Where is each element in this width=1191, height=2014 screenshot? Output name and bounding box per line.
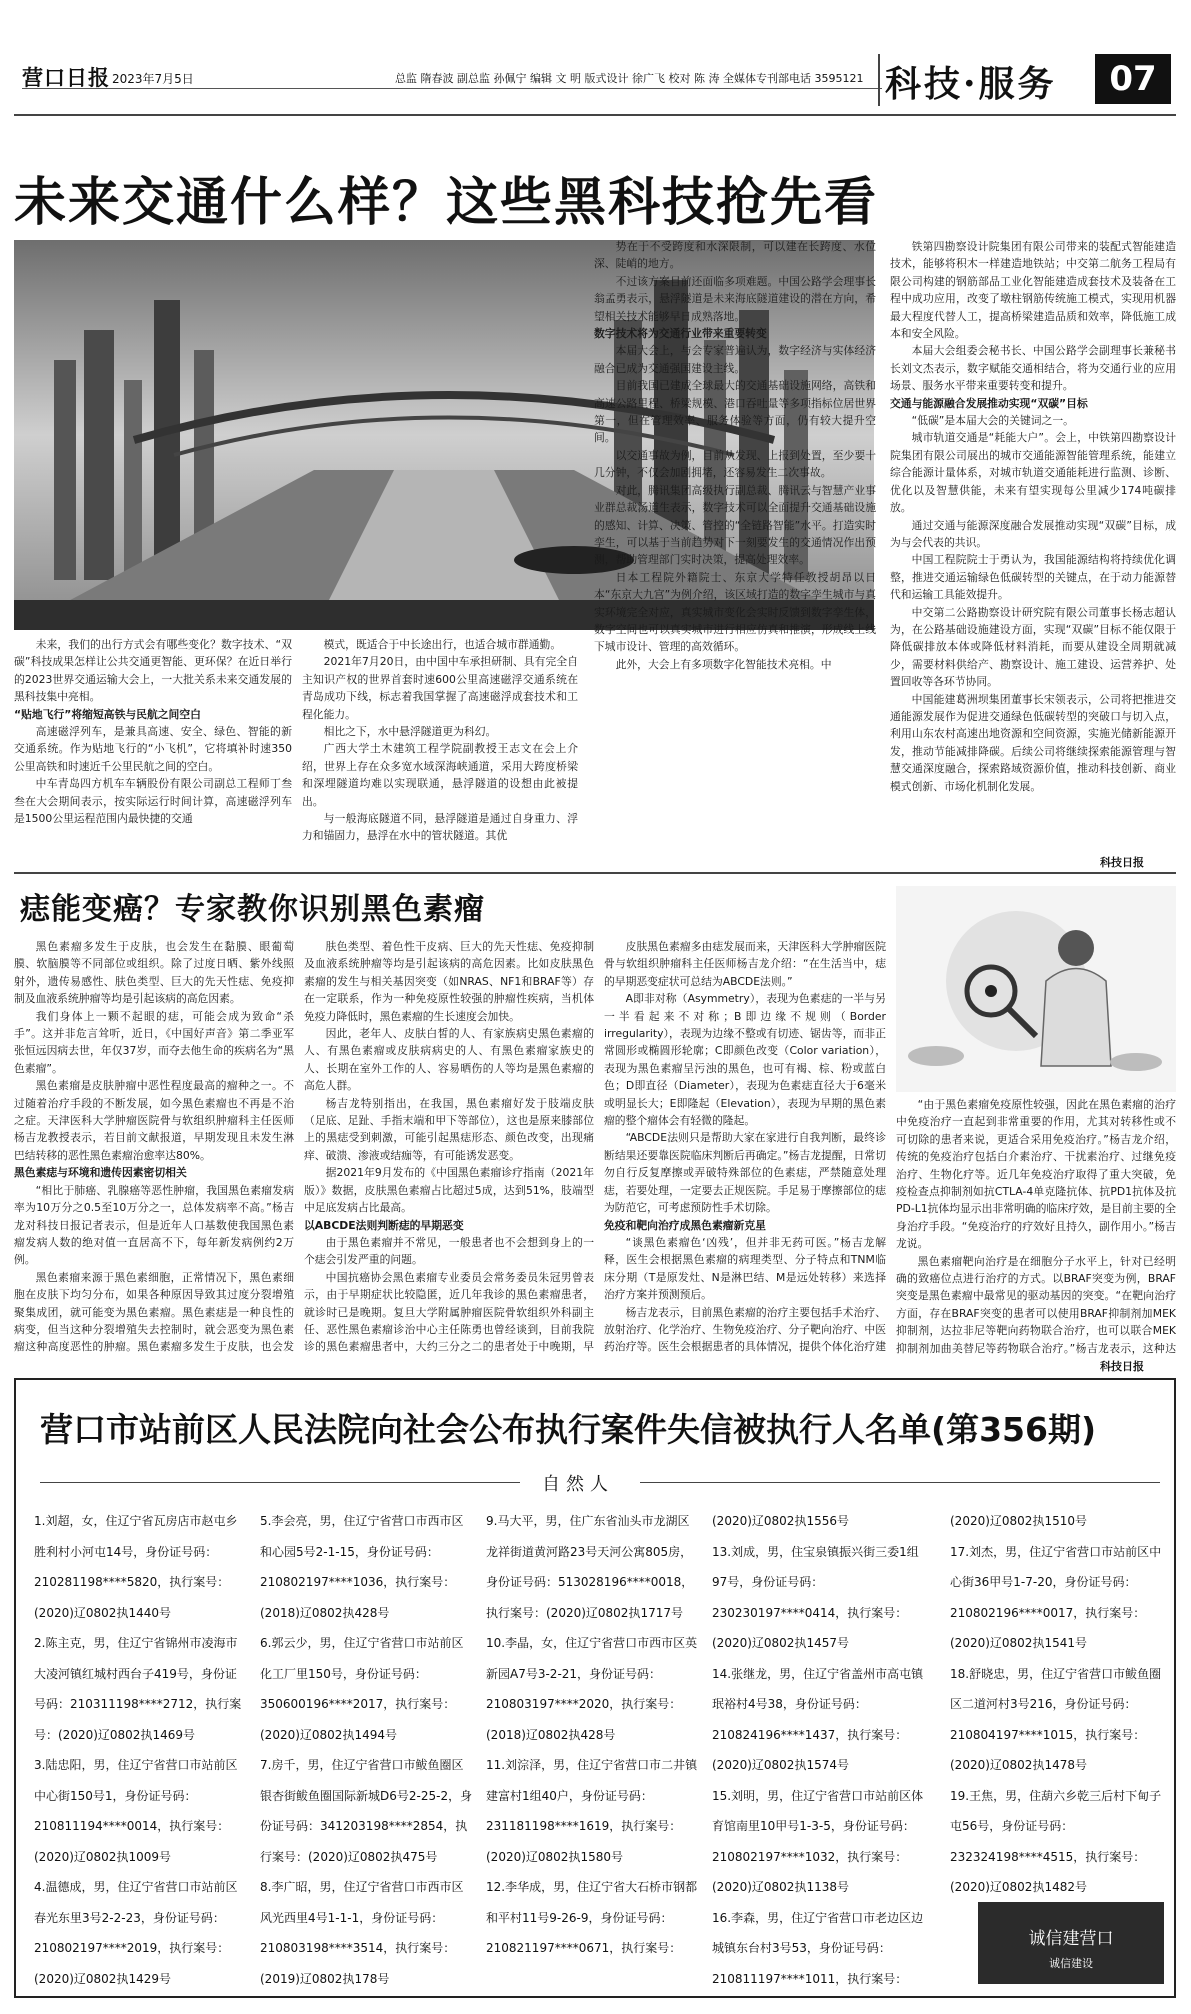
debtor-list-column-3 [486,1506,700,1990]
subheading: 黑色素痣与环境和遗传因素密切相关 [14,1166,187,1180]
debtor-list-column-4 [712,1506,926,1990]
paragraph: 势在于不受跨度和水深限制，可以建在长跨度、水位深、陡峭的地方。 [594,240,876,271]
category-label: 自然人 [542,1474,614,1495]
article1-column-2 [302,636,578,850]
paragraph: 中国工程院院士于勇认为，我国能源结构将持续优化调整，推进交通运输绿色低碳转型的关键点，在于动力能源替代和运输工具能效提升。 [890,553,1176,602]
header-rule [14,114,1176,116]
list-item: 13.刘成，男，住宝泉镇振兴街三委1组97号，身份证号码：230230197****0414，执行案号：(2020)辽0802执1457号 [712,1544,919,1650]
paragraph: “低碳”是本届大会的关键词之一。 [911,414,1074,428]
band-line-left [40,1482,520,1483]
paragraph: 肤色类型、着色性干皮病、巨大的先天性痣、免疫抑制及血液系统肿瘤等均是引起该病的高危因素。比如皮肤黑色素瘤的发生与相关基因突变（如NRAS、NF1和BRAF等）存在一定联系，作为一种免疫原性较强的肿瘤性疾病，当机体免疫力降低时，黑色素瘤的生长速度会加快。 [304,940,594,1023]
list-item: 15.刘明，男，住辽宁省营口市站前区体育馆南里10甲号1-3-5，身份证号码：210802197****1032，执行案号：(2020)辽0802执1138号 [712,1788,924,1894]
article1-headline: 未来交通什么样？这些黑科技抢先看 [14,173,879,233]
paragraph: 皮肤黑色素瘤多由痣发展而来，天津医科大学肿瘤医院骨与软组织肿瘤科主任医师杨吉龙介绍：“在生活当中，痣的早期恶变症状可总结为ABCDE法则。” [604,940,886,988]
paragraph: A即非对称（Asymmetry），表现为色素痣的一半与另一半看起来不对称；B即边缘不规则（Border irregularity），表现为边缘不整或有切迹、锯齿等，而非正常圆形或椭圆形轮廓；C即颜色改变（Color variation），表现为黑色素瘤呈污浊的黑色，也可有褐、棕、粉或蓝白色；D即直径（Diameter），表现为色素痣直径大于6毫米或明显长大；E即隆起（Elevation），表现为早期的黑色素瘤的整个瘤体会有轻微的隆起。 [604,992,886,1128]
list-item: 11.刘淙泽，男，住辽宁省营口市二井镇建富村1组40户，身份证号码：231181198****1619，执行案号：(2020)辽0802执1580号 [486,1758,698,1864]
paragraph: 此外，大会上有多项数字化智能技术亮相。中 [615,657,832,671]
paragraph: 黑色素瘤是皮肤肿瘤中恶性程度最高的瘤种之一。不过随着治疗手段的不断发展，如今黑色素瘤也不再是不治之症。天津医科大学肿瘤医院骨与软组织肿瘤科主任医师杨吉龙教授表示，若目前文献报道，早期发现且未发生淋巴结转移的恶性黑色素瘤治愈率达80%。 [14,1079,294,1162]
paragraph: 本届大会组委会秘书长、中国公路学会副理事长兼秘书长刘文杰表示，数字赋能交通相结合，将为交通行业的应用场景、服务水平带来重要转变和提升。 [890,344,1176,393]
article2-column-2 [304,938,594,1358]
band-line-right [640,1482,1160,1483]
page-number: 07 [1095,54,1171,104]
list-item: 19.王焦，男，住葫六乡乾三后村下甸子屯56号，身份证号码：232324198****4515，执行案号：(2020)辽0802执1482号 [950,1788,1162,1894]
paragraph: 与一般海底隧道不同，悬浮隧道是通过自身重力、浮力和锚固力，悬浮在水中的管状隧道。其优 [302,812,578,843]
paragraph: 本届大会上，与会专家普遍认为，数字经济与实体经济融合已成为交通强国建设主线。 [594,344,876,375]
list-item: 2.陈主克，男，住辽宁省锦州市凌海市大凌河镇红城村西台子419号，身份证号码：210311198****2712，执行案号：(2020)辽0802执1469号 [34,1636,242,1742]
newspaper-logo: 营口日报 [22,65,110,90]
paragraph: 中国能建葛洲坝集团董事长宋领表示，公司将把推进交通能源发展作为促进交通绿色低碳转型的突破口与切入点，利用山东农村高速出地资源和空间资源，实施光储新能源开发，推动节能减排降碳。后续公司将继续探索能源管理与智慧交通深度融合，探索路域资源价值，推动科技创新、商业模式创新、市场化机制化发展。 [890,692,1176,793]
paragraph: 对此，腾讯集团高级执行副总裁、腾讯云与智慧产业事业群总裁汤道生表示，数字技术可以全面提升交通基础设施的感知、计算、决策、管控的“全链路智能”水平。打造实时孪生，可以基于当前趋势对下一刻要发生的交通情况作出预测，帮助管理部门实时决策，提高处理效率。 [594,483,876,567]
paragraph: 模式，既适合于中长途出行，也适合城市群通勤。 [323,638,562,651]
debtor-list-column-1 [34,1506,248,1990]
article1-column-3 [594,238,876,850]
subheading: 数字技术将为交通行业带来重要转变 [594,327,767,341]
debtor-list-column-2 [260,1506,474,1990]
list-item: 7.房千，男，住辽宁省营口市鲅鱼圈区银杏街鲅鱼圈国际新城D6号2-25-2，身份证号码：341203198****2854，执行案号：(2020)辽0802执475号 [260,1758,473,1864]
paragraph: 以交通事故为例，目前从发现、上报到处置，至少要十几分钟，不仅会加剧拥堵，还容易发生二次事故。 [594,448,876,480]
paragraph: 日本工程院外籍院士、东京大学特任教授胡昂以日本“东京大九宫”为例介绍，该区域打造的数字孪生城市与真实环境完全对应，真实城市变化会实时反馈到数字孪生体，数字空间也可以真实城市进行相应仿真和推演，形成线上线下城市设计、管理的高效循环。 [594,570,876,654]
paragraph: “ABCDE法则只是帮助大家在家进行自我判断，最终诊断结果还要靠医院临床判断后再确定。”杨吉龙提醒，日常切勿自行反复摩擦或弄破特殊部位的色素痣，严禁随意处理痣，若要处理，一定要去正规医院。手足易于摩擦部位的痣为防范它，可考虑预防性手术切除。 [604,1131,886,1215]
list-item: 1.刘超，女，住辽宁省瓦房店市赵屯乡胜利村小河屯14号，身份证号码：210281198****5820，执行案号：(2020)辽0802执1440号 [34,1514,238,1620]
paragraph: 2021年7月20日，由中国中车承担研制、具有完全自主知识产权的世界首套时速600公里高速磁浮交通系统在青岛成功下线，标志着我国掌握了高速磁浮成套技术和工程化能力。 [302,655,578,721]
article2-headline: 痣能变癌？专家教你识别黑色素瘤 [20,892,485,927]
article1-source: 科技日报 [1100,856,1144,869]
paragraph: 高速磁浮列车，是兼具高速、安全、绿色、智能的新交通系统。作为贴地飞行的“小飞机”，它将填补时速350公里高铁和时速近千公里民航之间的空白。 [14,725,292,773]
paragraph: 因此，老年人、皮肤白皙的人、有家族病史黑色素瘤的人、有黑色素瘤或皮肤病病史的人、有黑色素瘤家族史的人、长期在室外工作的人、容易晒伤的人等均是黑色素瘤的高危人群。 [304,1027,594,1093]
paragraph: 中交第二公路勘察设计研究院有限公司董事长杨志超认为，在公路基础设施建设方面，实现“双碳”目标不能仅限于降低碳排放本体或降低材料消耗，而要从建设全周期就减少，需要材料供给产、勘察设计、施工建设、运营养护、处置回收等各环节协同。 [890,605,1176,689]
paragraph: 黑色素瘤靶向治疗是在细胞分子水平上，针对已经明确的致癌位点进行治疗的方式。以BRAF突变为例，BRAF突变是黑色素瘤中最常见的驱动基因的突变。“在靶向治疗方面，存在BRAF突变的患者可以使用BRAF抑制剂加MEK抑制剂，达拉非尼等靶向药物联合治疗，也可以联合MEK抑制剂加曲美替尼等药物联合治疗。”杨吉龙表示，这种达 [896,1254,1176,1355]
article2-source: 科技日报 [1100,1360,1144,1373]
paragraph: “由于黑色素瘤免疫原性较强，因此在黑色素瘤的治疗中免疫治疗一直起到非常重要的作用，尤其对转移性或不可切除的患者来说，更适合采用免疫治疗。”杨吉龙介绍，传统的免疫治疗包括白介素治疗、干扰素治疗、过继免疫治疗、生物化疗等。近几年免疫治疗取得了重大突破，免疫检查点抑制剂如抗CTLA-4单克隆抗体、抗PD1抗体及抗PD-L1抗体均显示出非常明确的临床疗效，是目前主要的全身治疗手段。“免疫治疗的疗效好且持久，副作用小。”杨吉龙说。 [896,1098,1176,1251]
subheading: 交通与能源融合发展推动实现“双碳”目标 [890,396,1088,410]
paragraph: 目前我国已建成全球最大的交通基础设施网络，高铁和高速公路里程、桥梁规模、港口吞吐量等多项指标位居世界第一，但在管理效率、服务体验等方面，仍有较大提升空间。 [594,379,876,445]
list-item: 10.李晶，女，住辽宁省营口市西市区英新园A7号3-2-21，身份证号码：210803197****2020，执行案号：(2018)辽0802执428号 [486,1636,698,1742]
section-divider [878,54,880,106]
doctor-illustration [896,886,1176,1092]
list-item: 9.马大平，男，住广东省汕头市龙湖区龙祥街道黄河路23号天河公寓805房，身份证号码：513028196****0018，执行案号：(2020)辽0802执1717号 [486,1514,694,1620]
list-item: 6.郭云少，男，住辽宁省营口市站前区化工厂里150号，身份证号码：350600196****2017，执行案号：(2020)辽0802执1494号 [260,1636,464,1742]
paragraph: 广西大学土木建筑工程学院副教授王志文在会上介绍，世界上存在众多宽水域深海峡通道，采用大跨度桥梁和深埋隧道均难以实现联通，悬浮隧道的设想由此被提出。 [302,742,578,808]
paragraph: 铁第四勘察设计院集团有限公司带来的装配式智能建造技术，能够将积木一样建造地铁站；中交第二航务工程局有限公司构建的钢筋部品工业化智能建造成套技术及装备在工程中成功应用，改变了墩柱钢筋传统施工模式，实现用机器最大程度代替人工，提高桥梁建造品质和效率，降低施工成本和安全风险。 [890,240,1176,341]
doctor-with-magnifier-icon [896,886,1176,1092]
article-divider [14,872,1176,874]
paragraph: 相比之下，水中悬浮隧道更为科幻。 [323,725,497,739]
paragraph: 黑色素瘤来源于黑色素细胞，正常情况下，黑色素细胞在皮肤下均匀分布，如果各种原因导致其过度分裂增殖聚集成团，就可能变为黑色素瘤。黑色素痣是一种良性的病变，但当这种分裂增殖失去控制时，就会恶变为黑色素瘤这种高度恶性的肿瘤。黑色素瘤多发生于皮肤，也会发 [14,1270,294,1354]
paragraph: 中车青岛四方机车车辆股份有限公司副总工程师丁叁叁在大会期间表示，按实际运行时间计算，高速磁浮列车是1500公里运程范围内最快捷的交通 [14,777,292,826]
paragraph: 我们身体上一颗不起眼的痣，可能会成为致命“杀手”。这并非危言耸听，近日，《中国好声音》第二季亚军张恒远因病去世，年仅37岁，而夺去他生命的疾病名为“黑色素瘤”。 [14,1009,294,1075]
list-item: (2020)辽0802执1510号 [950,1514,1087,1528]
list-item: 8.李广昭，男，住辽宁省营口市西市区风光西里4号1-1-1，身份证号码：210803198****3514，执行案号：(2019)辽0802执178号 [260,1880,464,1986]
article1-column-4 [890,238,1176,850]
badge-title: 诚信建营口 [1028,1929,1114,1949]
paragraph: 杨吉龙特别指出，在我国，黑色素瘤好发于肢端皮肤（足底、足趾、手指末端和甲下等部位），这也是原来膝部位上的黑痣受到刺激，可能引起黑痣形态、颜色改变，出现痛痒、破溃、渗液或结痂等，有可能诱发恶变。 [304,1096,594,1162]
integrity-campaign-badge [978,1902,1164,1984]
article2-column-1 [14,938,294,1358]
paragraph: 杨吉龙表示，目前黑色素瘤的治疗主要包括手术治疗、放射治疗、化学治疗、生物免疫治疗、分子靶向治疗、中医药治疗等。医生会根据患者的具体情况，提供个体化治疗建 [604,1305,886,1354]
paragraph: 不过该方案目前还面临多项难题。中国公路学会理事长翁孟勇表示，悬浮隧道是未来海底隧道建设的潜在方向，希望相关技术能够早日成熟落地。 [594,274,876,323]
list-item: 5.李会亮，男，住辽宁省营口市西市区和心园5号2-1-15，身份证号码：210802197****1036，执行案号：(2018)辽0802执428号 [260,1514,464,1620]
paragraph: 由于黑色素瘤并不常见，一般患者也不会想到身上的一个痣会引发严重的问题。 [304,1235,594,1267]
list-item: 17.刘杰，男，住辽宁省营口市站前区中心街36甲号1-7-20，身份证号码：210802196****0017，执行案号：(2020)辽0802执1541号 [950,1544,1162,1650]
article2-column-4 [896,1096,1176,1358]
subheading: “贴地飞行”将缩短高铁与民航之间空白 [14,707,201,721]
article1-column-1 [14,636,292,850]
court-notice-headline: 营口市站前区人民法院向社会公布执行案件失信被执行人名单(第356期) [40,1410,1097,1449]
article2-column-3 [604,938,886,1358]
editor-credits: 总监 隋春波 副总监 孙佩宁 编辑 文 明 版式设计 徐广飞 校对 陈 涛 全媒体专刊部电话 3595121 [395,72,864,85]
issue-date: 2023年7月5日 [112,72,194,86]
list-item: (2020)辽0802执1556号 [712,1514,849,1528]
list-item: 18.舒晓忠，男，住辽宁省营口市鲅鱼圈区二道河村3号216，身份证号码：210804197****1015，执行案号：(2020)辽0802执1478号 [950,1666,1162,1772]
list-item: 14.张继龙，男，住辽宁省盖州市高屯镇珉裕村4号38，身份证号码：210824196****1437，执行案号：(2020)辽0802执1574号 [712,1666,924,1772]
section-title: 科技·服务 [885,63,1057,105]
list-item: 16.李森，男，住辽宁省营口市老边区边城镇东台村3号53，身份证号码：210811197****1011，执行案号： [712,1910,924,1986]
paragraph: 据2021年9月发布的《中国黑色素瘤诊疗指南（2021年版）》数据，皮肤黑色素瘤占比超过5成，达到51%，肢端型中足底发病占比最高。 [304,1166,594,1215]
paragraph: “谈黑色素瘤色‘凶残’，但并非无药可医。”杨吉龙解释，医生会根据黑色素瘤的病理类型、分子特点和TNM临床分期（T是原发灶、N是淋巴结、M是远处转移）来选择治疗方案并预测预后。 [604,1235,886,1302]
paragraph: 黑色素瘤多发生于皮肤，也会发生在黏膜、眼葡萄膜、软脑膜等不同部位或组织。除了过度日晒、紫外线照射外，遗传易感性、肤色类型、巨大的先天性痣、免疫抑制及血液系统肿瘤等均是引起该病的高危因素。 [14,940,294,1006]
paragraph: 中国抗癌协会黑色素瘤专业委员会常务委员朱冠男曾表示，由于早期症状比较隐匿，近几年我诊的黑色素瘤患者，就诊时已是晚期。复旦大学附属肿瘤医院骨软组织外科副主任、恶性黑色素瘤诊治中心主任陈勇也曾经谈到，目前我院诊的黑色素瘤患者中，大约三分之二的患者处于中晚期，早 [304,1270,594,1354]
paragraph: “相比于肺癌、乳腺癌等恶性肿瘤，我国黑色素瘤发病率为10万分之0.5至10万分之一，总体发病率不高。”杨吉龙对科技日报记者表示，但是近年人口基数使我国黑色素瘤发病人数的绝对值一直居高不下，每年新发病例约2万例。 [14,1183,294,1267]
debtor-list-column-5 [950,1506,1164,1898]
subheading: 以ABCDE法则判断痣的早期恶变 [304,1218,464,1232]
list-item: 12.李华成，男，住辽宁省大石桥市钢都和平村11号9-26-9，身份证号码：210821197****0671，执行案号： [486,1880,698,1955]
paragraph: 未来，我们的出行方式会有哪些变化？数字技术、“双碳”科技成果怎样让公共交通更智能、更环保？在近日举行的2023世界交通运输大会上，一大批关系未来交通发展的黑科技集中亮相。 [14,638,292,704]
list-item: 3.陆忠阳，男，住辽宁省营口市站前区中心街150号1，身份证号码：210811194****0014，执行案号：(2020)辽0802执1009号 [34,1758,238,1864]
subheading: 免疫和靶向治疗成黑色素瘤新克星 [604,1218,766,1232]
paragraph: 城市轨道交通是“耗能大户”。会上，中铁第四勘察设计院集团有限公司展出的城市交通能源智能管理系统，能建立综合能源计量体系，对城市轨道交通能耗进行监测、诊断、优化以及智慧供能，未来有望实现每公里减少174吨碳排放。 [890,431,1176,515]
badge-subtitle: 诚信建设 [1049,1957,1093,1970]
list-item: 4.温德成，男，住辽宁省营口市站前区春光东里3号2-2-23，身份证号码：210802197****2019，执行案号：(2020)辽0802执1429号 [34,1880,238,1986]
paragraph: 通过交通与能源深度融合发展推动实现“双碳”目标，成为与会代表的共识。 [890,518,1176,549]
